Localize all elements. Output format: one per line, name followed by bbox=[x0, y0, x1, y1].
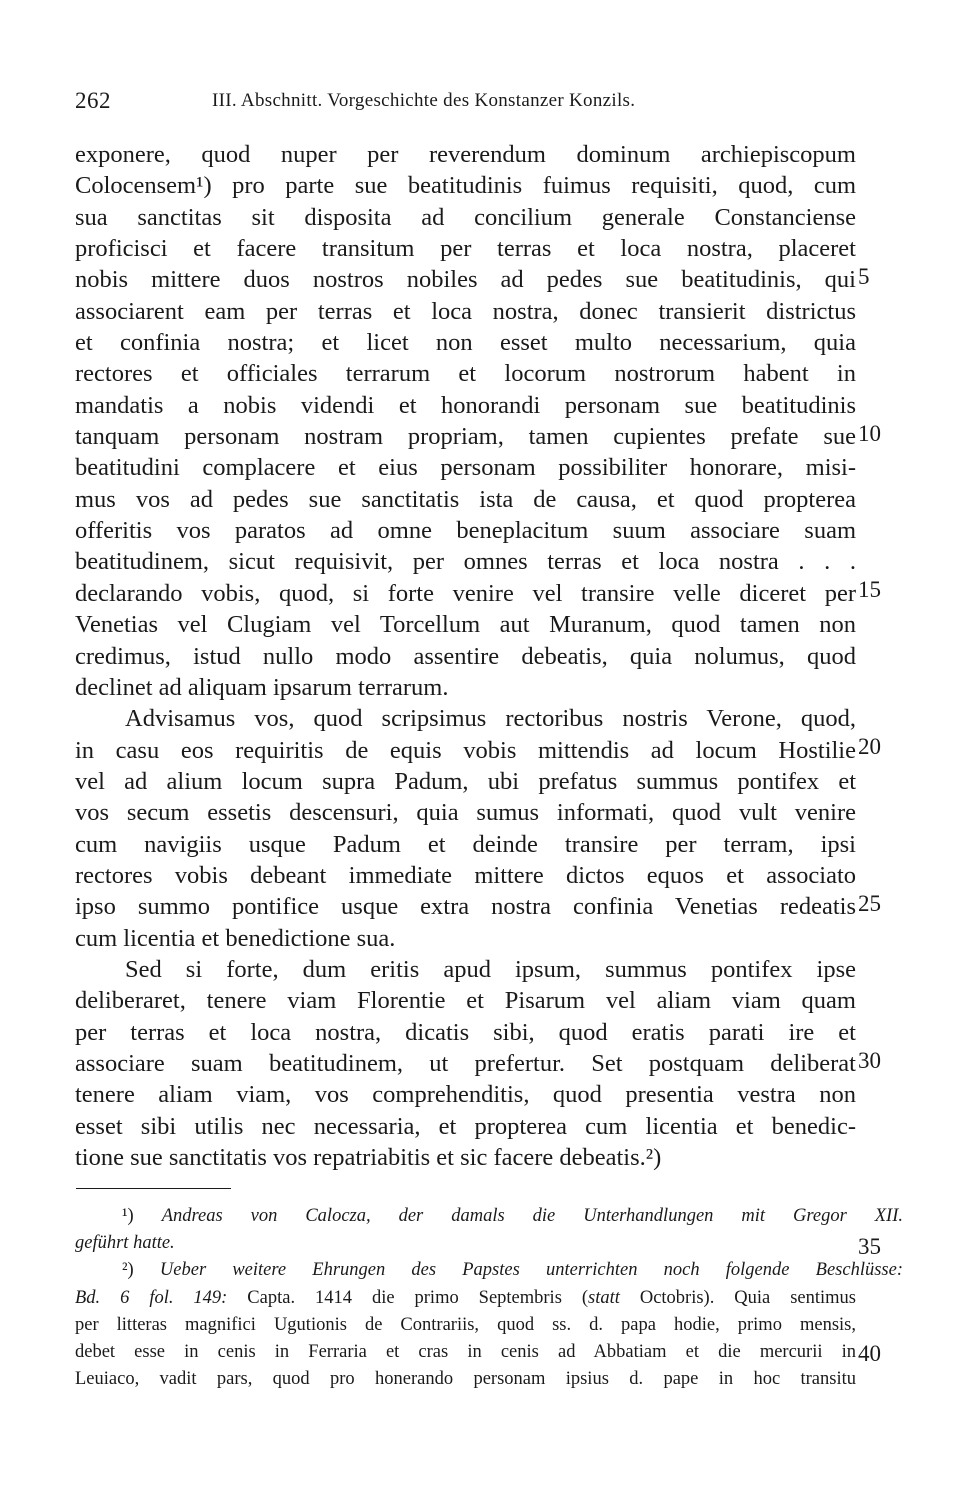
footnote-2-line bbox=[75, 1257, 903, 1284]
text-line: exponere, quod nuper per reverendum dominum archiepiscopum bbox=[75, 141, 856, 168]
text-line: associare suam beatitudinem, ut prefertur. Set postquam deliberat bbox=[75, 1049, 856, 1077]
text-line: declarando vobis, quod, si forte venire vel transire velle diceret per bbox=[75, 579, 856, 607]
text-line: Venetias vel Clugiam vel Torcellum aut Muranum, quod tamen non bbox=[75, 611, 856, 639]
footnote-2-mark: ²) bbox=[122, 1260, 134, 1281]
line-number: 35 bbox=[858, 1234, 881, 1259]
footnote-2-text: Ueber weitere Ehrungen des Papstes unterrichten noch folgende Beschlüsse: bbox=[159, 1260, 903, 1281]
text-line: beatitudini complacere et eius personam possibiliter honorare, misi- bbox=[75, 454, 856, 482]
footnote-2-text: Octobris). Quia sentimus bbox=[619, 1287, 856, 1308]
footnote-2-statt: statt bbox=[588, 1287, 620, 1308]
text-line: mandatis a nobis videndi et honorandi personam sue beatitudinis bbox=[75, 391, 856, 419]
text-line: Advisamus vos, quod scripsimus rectoribus nostris Verone, quod, bbox=[125, 705, 856, 733]
text-line: rectores vobis debeant immediate mittere dictos equos et associato bbox=[75, 861, 856, 889]
footnote-2-line: per litteras magnifici Ugutionis de Contrariis, quod ss. d. papa hodie, primo mensis, bbox=[75, 1314, 856, 1335]
footnote-2-line: Leuiaco, vadit pars, quod pro honerando personam ipsius d. pape in hoc transitu bbox=[75, 1369, 856, 1390]
line-number: 15 bbox=[858, 577, 881, 602]
page-number: 262 bbox=[75, 88, 111, 113]
text-line: Sed si forte, dum eritis apud ipsum, summus pontifex ipse bbox=[125, 955, 856, 983]
page-header bbox=[75, 88, 865, 118]
running-head: III. Abschnitt. Vorgeschichte des Konstanzer Konzils. bbox=[212, 90, 636, 111]
text-line: associarent eam per terras et loca nostra, donec transierit districtus bbox=[75, 297, 856, 325]
text-line: cum navigiis usque Padum et deinde transire per terram, ipsi bbox=[75, 830, 856, 858]
text-line: mus vos ad pedes sue sanctitatis ista de causa, et quod propterea bbox=[75, 485, 856, 513]
footnote-1-line bbox=[75, 1230, 865, 1257]
text-line: ipso summo pontifice usque extra nostra confinia Venetias redeatis bbox=[75, 893, 856, 921]
text-line: beatitudinem, sicut requisivit, per omnes terras et loca nostra . . . bbox=[75, 548, 856, 576]
text-line: declinet ad aliquam ipsarum terrarum. bbox=[75, 673, 449, 701]
text-line: deliberaret, tenere viam Florentie et Pisarum vel aliam viam quam bbox=[75, 987, 856, 1015]
text-line: Colocensem¹) pro parte sue beatitudinis fuimus requisiti, quod, cum bbox=[75, 172, 856, 200]
text-line: nobis mittere duos nostros nobiles ad pedes sue beatitudinis, qui bbox=[75, 266, 856, 294]
text-line: proficisci et facere transitum per terras et loca nostra, placeret bbox=[75, 235, 856, 263]
footnote-1-text: geführt hatte. bbox=[75, 1233, 175, 1254]
text-line: tanquam personam nostram propriam, tamen cupientes prefate sue bbox=[75, 423, 856, 451]
text-line: per terras et loca nostra, dicatis sibi, quod eratis parati ire et bbox=[75, 1018, 856, 1046]
main-text bbox=[75, 139, 856, 1173]
text-line: rectores et officiales terrarum et locorum nostrorum habent in bbox=[75, 360, 856, 388]
text-line: in casu eos requiritis de equis vobis mittendis ad locum Hostilie bbox=[75, 736, 856, 764]
line-number: 40 bbox=[858, 1341, 881, 1366]
text-line: credimus, istud nullo modo assentire debeatis, quia nolumus, quod bbox=[75, 642, 856, 670]
footnote-rule bbox=[76, 1188, 231, 1189]
text-line: tione sue sanctitatis vos repatriabitis et sic facere debeatis.²) bbox=[75, 1144, 662, 1171]
line-number: 30 bbox=[858, 1048, 881, 1073]
line-number: 10 bbox=[858, 421, 881, 446]
text-line: cum licentia et benedictione sua. bbox=[75, 924, 396, 952]
text-line: sua sanctitas sit disposita ad concilium generale Constanciense bbox=[75, 203, 856, 231]
line-number: 5 bbox=[858, 264, 870, 289]
footnote-2-line bbox=[75, 1285, 856, 1312]
text-line: esset sibi utilis nec necessaria, et propterea cum licentia et benedic- bbox=[75, 1112, 856, 1140]
text-line: vos secum essetis descensuri, quia sumus informati, quod vult venire bbox=[75, 799, 856, 827]
footnote-2-text: Capta. 1414 die primo Septembris ( bbox=[227, 1287, 589, 1308]
text-line: et confinia nostra; et licet non esset multo necessarium, quia bbox=[75, 329, 856, 357]
text-line: vel ad alium locum supra Padum, ubi prefatus summus pontifex et bbox=[75, 767, 856, 795]
footnote-1-mark: ¹) bbox=[122, 1206, 134, 1226]
line-number: 25 bbox=[858, 891, 881, 916]
footnote-2-line: debet esse in cenis in Ferraria et cras in cenis ad Abbatiam et die mercurii in bbox=[75, 1341, 856, 1362]
footnote-2-ref: Bd. 6 fol. 149: bbox=[75, 1287, 228, 1308]
text-line: tenere aliam viam, vos comprehenditis, quod presentia vestra non bbox=[75, 1081, 856, 1109]
line-number: 20 bbox=[858, 734, 881, 759]
footnote-1-text: Andreas von Calocza, der damals die Unterhandlungen mit Gregor XII. bbox=[161, 1206, 904, 1226]
text-line: offeritis vos paratos ad omne beneplacitum suum associare suam bbox=[75, 517, 856, 545]
footnote-1-line bbox=[75, 1203, 903, 1230]
